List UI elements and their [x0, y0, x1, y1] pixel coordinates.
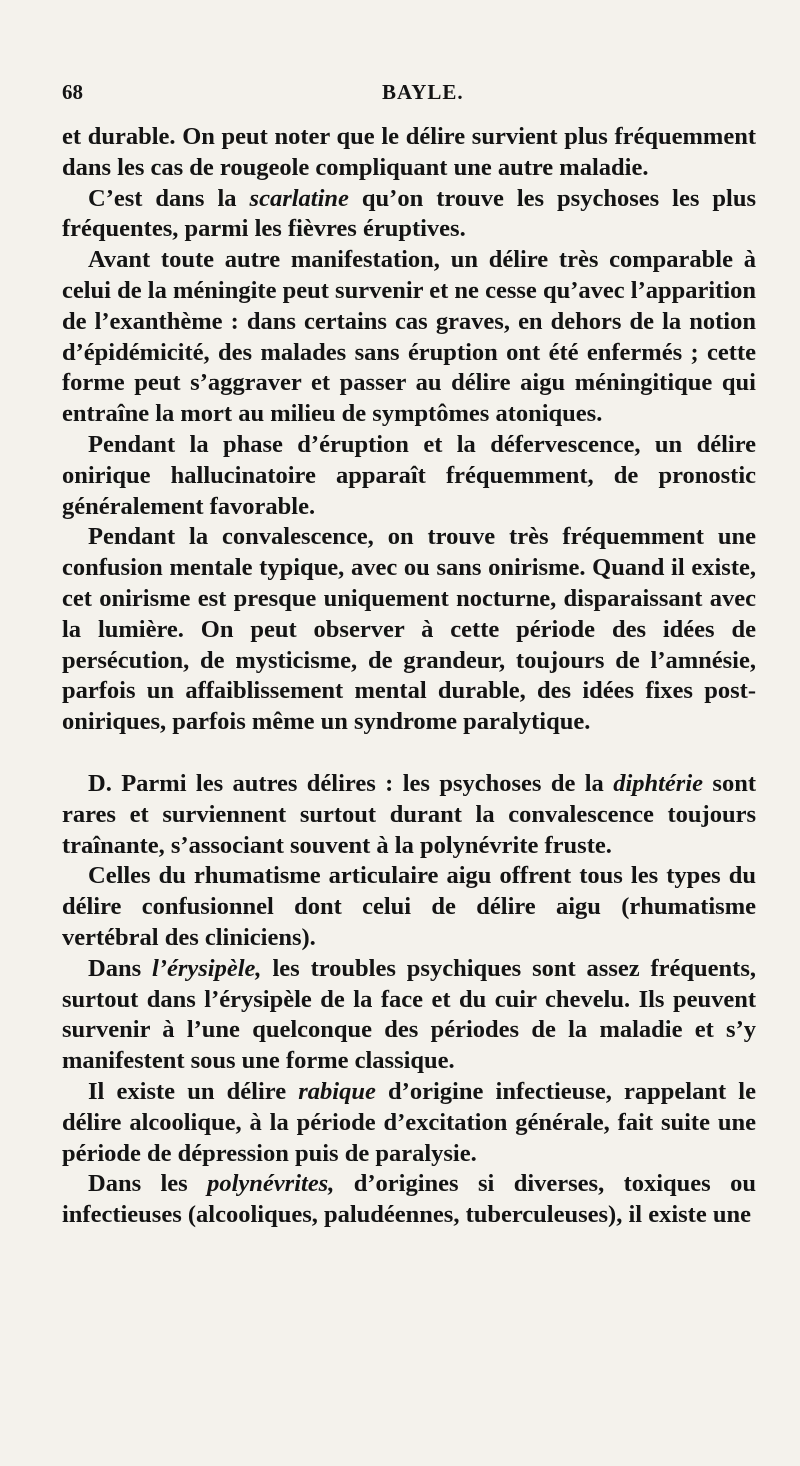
paragraph-rhumatisme: Celles du rhumatisme articulaire aigu offrent tous les types du délire confusionnel dont celui de délire aigu (rhumatisme vertébral des cliniciens). — [62, 862, 756, 951]
paragraph-rabique — [62, 1077, 756, 1169]
paragraph-text: d’origine infectieuse, rappelant le délire alcoolique, à la période d’excitation générale, fait suite une période de dépression puis de paralysie. — [62, 1077, 756, 1167]
paragraph-text: Il existe un délire — [88, 1077, 299, 1105]
paragraph-text: qu’on trouve les psychoses les plus fréquentes, parmi les fièvres éruptives. — [62, 184, 756, 243]
running-title: BAYLE. — [382, 80, 464, 104]
emphasis-term: l’érysipèle, — [152, 954, 262, 982]
paragraph-diphterie — [62, 769, 756, 861]
paragraph-eruption: Pendant la phase d’éruption et la défervescence, un délire onirique hallucinatoire apparaît fréquemment, de pronostic généralement favorable. — [62, 430, 756, 520]
paragraph-erysipele — [62, 954, 756, 1077]
emphasis-term: polynévrites, — [207, 1170, 335, 1198]
paragraph-convalescence: Pendant la convalescence, on trouve très fréquemment une confusion mentale typique, avec ou sans onirisme. Quand il existe, cet onirisme est presque uniquement nocturne, disparaissant avec la lumière. On peut observer à cette période des idées de persécution, de mysticisme, de grandeur, toujours de l’amnésie, parfois un affaiblissement mental durable, des idées fixes post-oniriques, parfois même un syndrome paralytique. — [62, 523, 756, 736]
page-number: 68 — [62, 80, 83, 104]
paragraph-text: Dans les — [88, 1170, 208, 1198]
paragraph-text: C’est dans la — [88, 184, 250, 212]
page-header — [62, 80, 750, 110]
page-body — [62, 122, 756, 1231]
paragraph-meningite: Avant toute autre manifestation, un délire très comparable à celui de la méningite peut survenir et ne cesse qu’avec l’apparition de l’exanthème : dans certains cas graves, en dehors de la notion d’épidémicité, des malades sans éruption ont été enfermés ; cette forme peut s’aggraver et passer au délire aigu méningitique qui entraîne la mort au milieu de symptômes atoniques. — [62, 246, 756, 428]
emphasis-term: scarlatine — [249, 184, 349, 212]
paragraph-text: sont rares et surviennent surtout durant la convalescence toujours traînante, s’associant souvent à la polynévrite fruste. — [62, 769, 756, 859]
paragraph-text: D. Parmi les autres délires : les psychoses de la — [88, 769, 614, 797]
paragraph-text: Dans — [88, 954, 153, 982]
emphasis-term: diphtérie — [613, 769, 704, 797]
paragraph-scarlatine — [62, 184, 756, 246]
paragraph-text: d’origines si diverses, toxiques ou infectieuses (alcooliques, paludéennes, tuberculeuses), il existe une — [62, 1170, 756, 1229]
paragraph-text: les troubles psychiques sont assez fréquents, surtout dans l’érysipèle de la face et du cuir chevelu. Ils peuvent survenir à l’une quelconque des périodes de la maladie et s’y manifestent sous une forme classique. — [62, 954, 756, 1075]
paragraph-polynevrites — [62, 1169, 756, 1231]
paragraph-rougeole-end: et durable. On peut noter que le délire survient plus fréquemment dans les cas de rougeole compliquant une autre maladie. — [62, 123, 756, 181]
emphasis-term: rabique — [298, 1077, 376, 1105]
